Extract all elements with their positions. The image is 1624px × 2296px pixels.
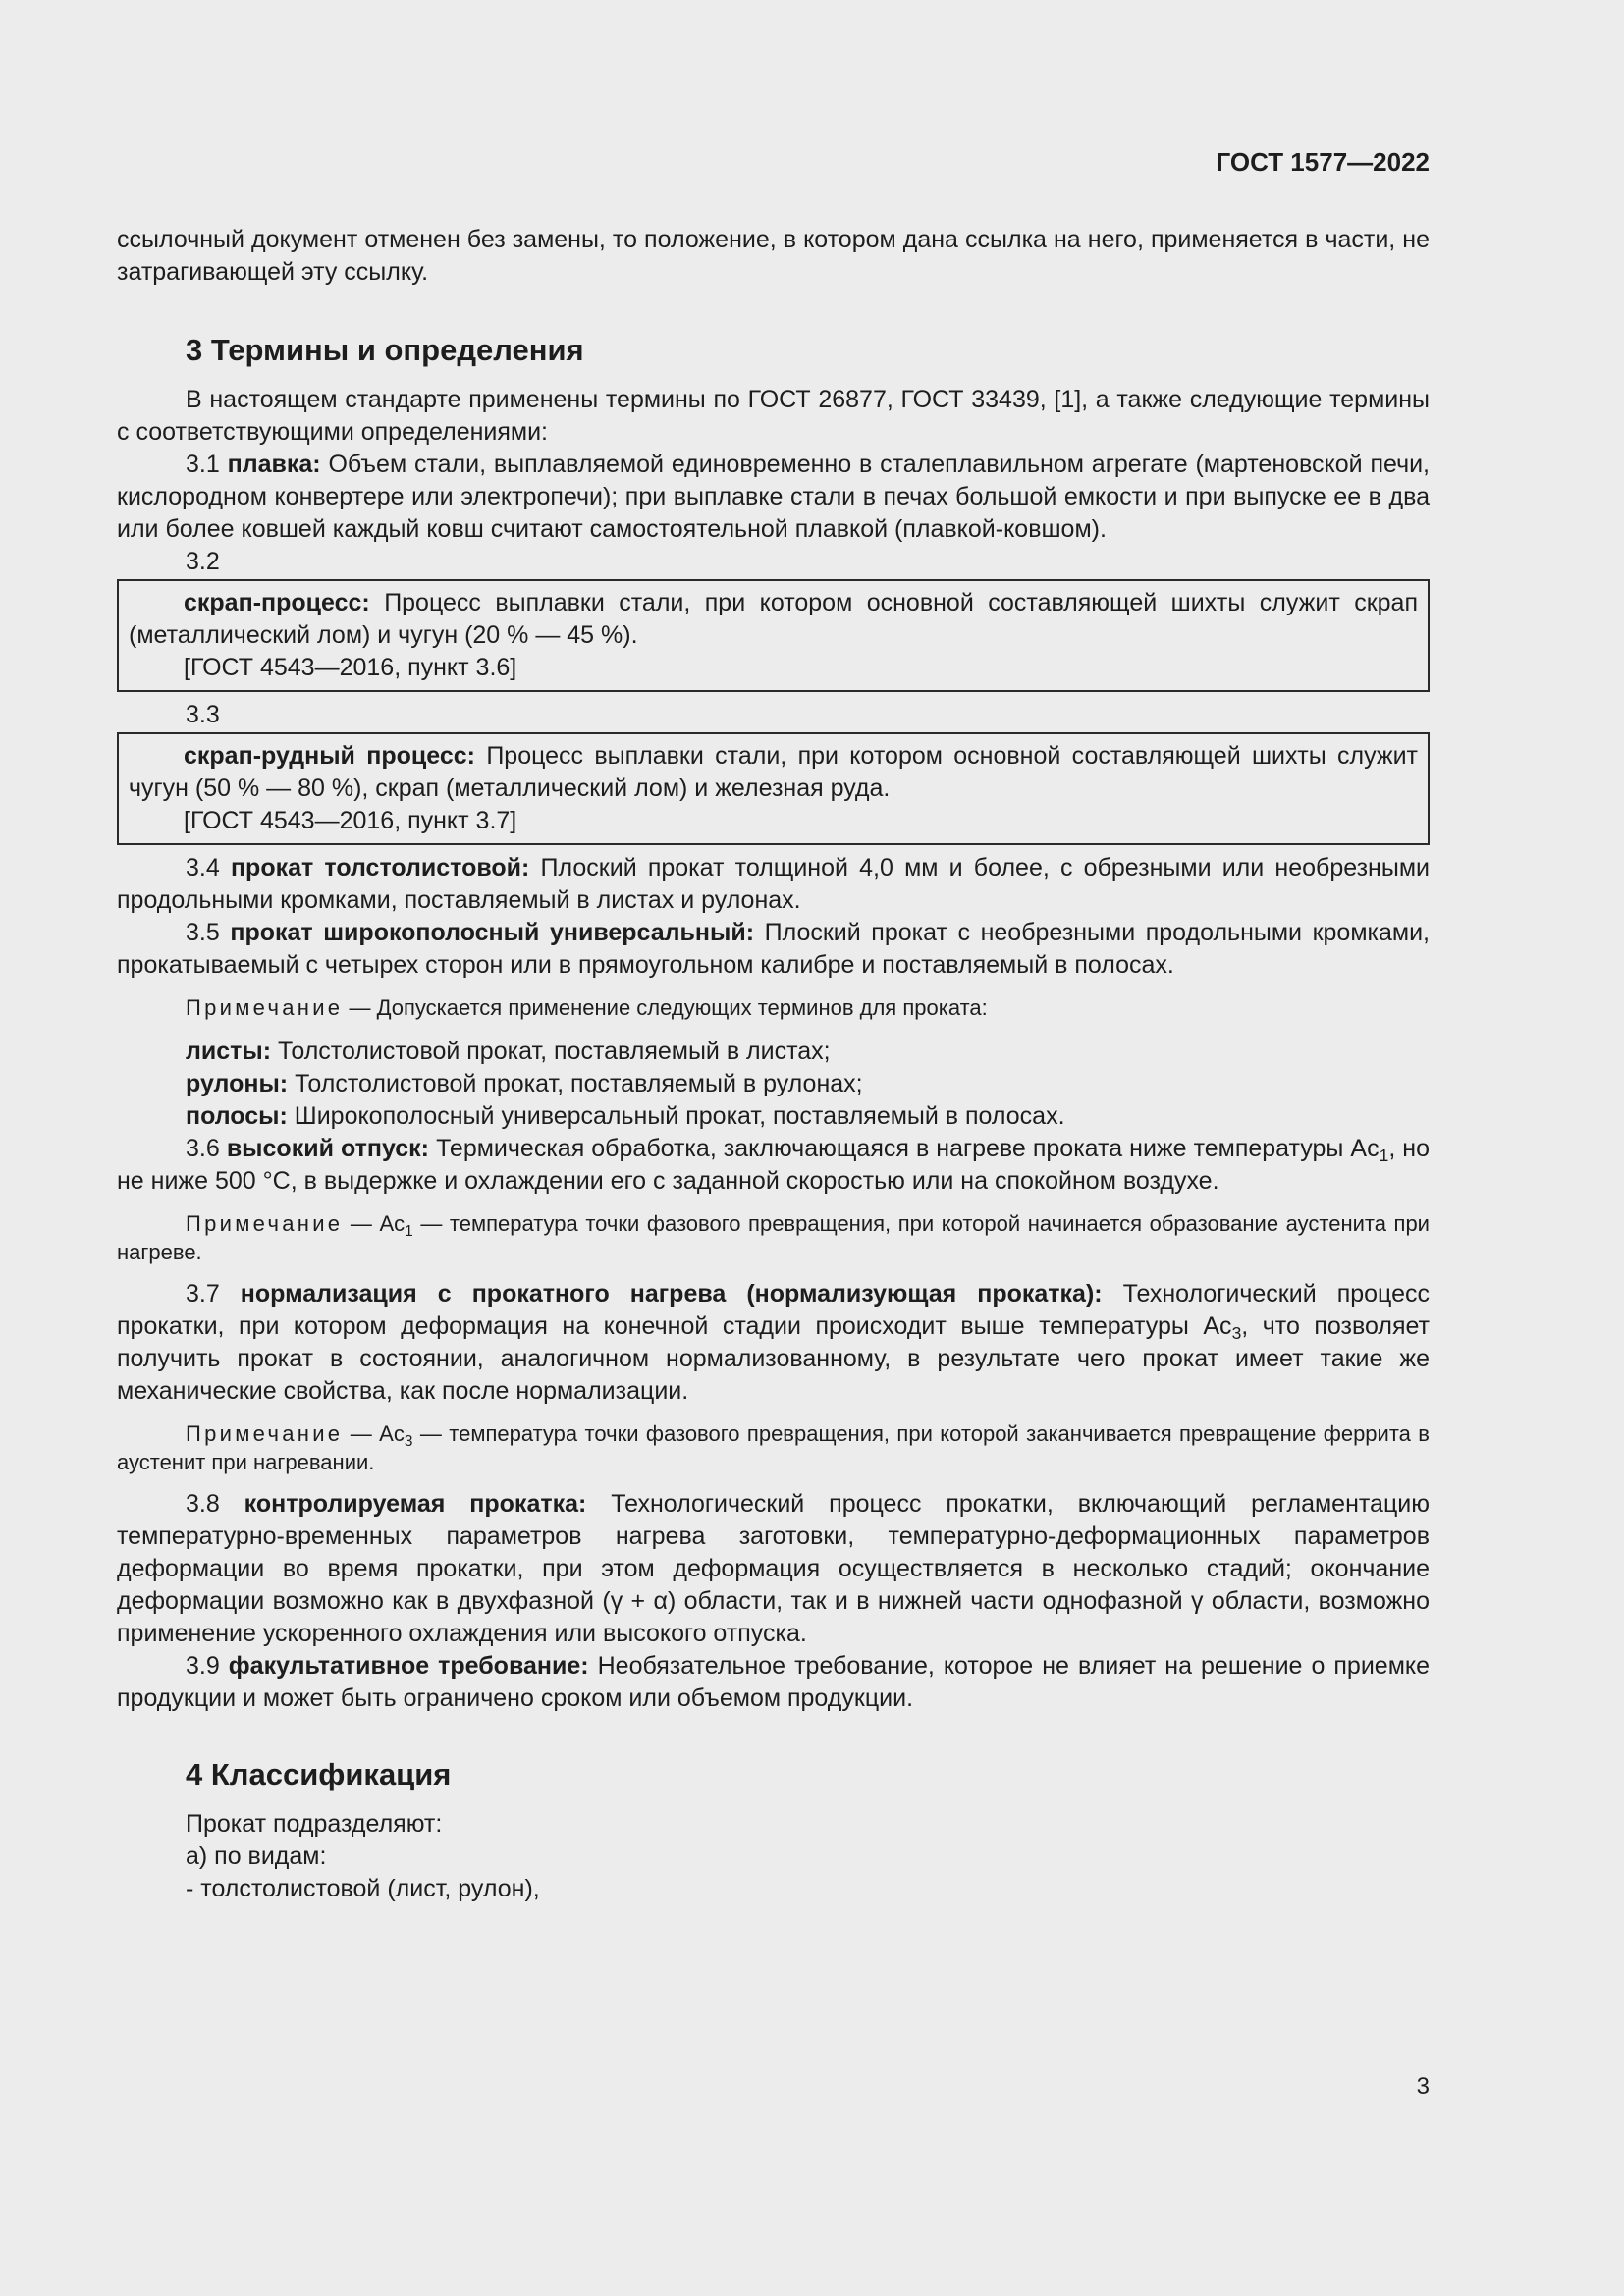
standard-header: ГОСТ 1577—2022 <box>1216 147 1430 177</box>
note-label: Примечание <box>186 1211 344 1236</box>
note-label: Примечание <box>186 995 344 1020</box>
classification-line: а) по видам: <box>186 1842 327 1870</box>
list-item-definition: Толстолистовой прокат, поставляемый в листах; <box>278 1038 831 1065</box>
subscript: 1 <box>405 1223 413 1240</box>
term-3-2-box <box>117 579 1430 692</box>
list-item-definition: Толстолистовой прокат, поставляемый в рулонах; <box>295 1070 863 1097</box>
term-definition: Необязательное требование, которое не влияет на решение о приемке продукции и может быть ограничено сроком или объемом продукции. <box>117 1652 1431 1712</box>
list-item-term: листы: <box>186 1038 272 1065</box>
term-3-3-box <box>117 732 1430 845</box>
term-3-6 <box>117 1133 1430 1198</box>
term-3-2 <box>129 587 1418 652</box>
term-name: контролируемая прокатка: <box>244 1490 587 1518</box>
list-item-definition: Широкополосный универсальный прокат, поставляемый в полосах. <box>294 1102 1065 1130</box>
intro-continuation: ссылочный документ отменен без замены, то положение, в котором дана ссылка на него, применяется в части, не затрагивающей эту ссылку. <box>117 226 1430 286</box>
term-3-4 <box>117 852 1430 917</box>
term-definition: Плоский прокат с необрезными продольными кромками, прокатываемый с четырех сторон или в прямоугольном калибре и поставляемый в полосах. <box>117 919 1430 979</box>
note-label: Примечание <box>186 1421 344 1446</box>
term-3-7 <box>117 1278 1430 1408</box>
term-definition: Объем стали, выплавляемой единовременно в сталеплавильном агрегате (мартеновской печи, кислородном конвертере или электропечи); при выплавке стали в печах большой емкости и при выпуске ее в два или более ковшей каждый ковш считают самостоятельной плавкой (плавкой-ковшом). <box>117 451 1431 543</box>
term-definition: Процесс выплавки стали, при котором основной составляющей шихты служит чугун (50 % — 80 %), скрап (металлический лом) и железная руда. <box>129 742 1419 802</box>
term-name: прокат толстолистовой: <box>230 854 530 881</box>
term-name: плавка: <box>227 451 321 478</box>
term-3-3-number: 3.3 <box>186 701 220 728</box>
term-number: 3.6 <box>186 1135 220 1162</box>
term-name: высокий отпуск: <box>226 1135 430 1162</box>
term-number: 3.4 <box>186 854 220 881</box>
list-item-term: рулоны: <box>186 1070 289 1097</box>
list-item-term: полосы: <box>186 1102 288 1130</box>
term-definition-part: , но не ниже 500 °C, в выдержке и охлаждении его с заданной скоростью или на спокойном воздухе. <box>117 1135 1431 1195</box>
term-number: 3.5 <box>186 919 220 946</box>
term-3-2-number: 3.2 <box>186 548 220 575</box>
term-definition-part: Термическая обработка, заключающаяся в нагреве проката ниже температуры Ac <box>436 1135 1380 1162</box>
section-3-heading: 3 Термины и определения <box>186 333 584 367</box>
page-number: 3 <box>1416 2073 1430 2100</box>
page-content <box>117 0 1430 1905</box>
note-3-5 <box>117 993 1430 1022</box>
term-3-3 <box>129 740 1418 805</box>
note-text-part: — Ac <box>350 1211 406 1236</box>
term-definition: Процесс выплавки стали, при котором основной составляющей шихты служит скрап (металлический лом) и чугун (20 % — 45 %). <box>129 589 1419 649</box>
term-definition: Технологический процесс прокатки, включающий регламентацию температурно-временных параметров нагрева заготовки, температурно-деформационных параметров деформации во время прокатки, при этом деформация осуществляется в несколько стадий; окончание деформации возможно как в двухфазной (γ + α) области, так и в нижней части однофазной γ области, возможно применение ускоренного охлаждения или высокого отпуска. <box>117 1490 1430 1647</box>
list-item <box>186 1068 1430 1100</box>
classification-line: Прокат подразделяют: <box>186 1810 443 1838</box>
term-name: прокат широкополосный универсальный: <box>230 919 755 946</box>
term-number: 3.7 <box>186 1280 220 1308</box>
classification-line: - толстолистовой (лист, рулон), <box>186 1875 540 1902</box>
term-name: скрап-процесс: <box>184 589 370 616</box>
note-text-part: — температура точки фазового превращения, при которой заканчивается превращение феррита в аустенит при нагревании. <box>117 1421 1430 1474</box>
list-item <box>186 1036 1430 1068</box>
term-3-8 <box>117 1488 1430 1650</box>
term-3-9 <box>117 1650 1430 1715</box>
note-3-7 <box>117 1419 1430 1476</box>
term-number: 3.8 <box>186 1490 220 1518</box>
note-3-6 <box>117 1209 1430 1266</box>
term-3-1 <box>117 449 1430 546</box>
term-3-2-reference: [ГОСТ 4543—2016, пункт 3.6] <box>184 654 517 681</box>
subscript: 3 <box>404 1433 413 1450</box>
list-item <box>186 1100 1430 1133</box>
term-number: 3.9 <box>186 1652 220 1680</box>
section-4-heading: 4 Классификация <box>186 1757 452 1791</box>
term-number: 3.1 <box>186 451 220 478</box>
term-definition: Плоский прокат толщиной 4,0 мм и более, с обрезными или необрезными продольными кромками, поставляемый в листах и рулонах. <box>117 854 1430 914</box>
term-3-5 <box>117 917 1430 982</box>
subscript: 3 <box>1231 1323 1242 1343</box>
section-3-intro: В настоящем стандарте применены термины по ГОСТ 26877, ГОСТ 33439, [1], а также следующие термины с соответствующими определениями: <box>117 386 1430 446</box>
note-text-part: — температура точки фазового превращения, при которой начинается образование аустенита при нагреве. <box>117 1211 1430 1264</box>
term-definition-part: , что позволяет получить прокат в состоянии, аналогичном нормализованному, в результате чего прокат имеет такие же механические свойства, как после нормализации. <box>117 1312 1431 1405</box>
term-name: факультативное требование: <box>228 1652 589 1680</box>
term-name: скрап-рудный процесс: <box>184 742 475 770</box>
note-text: — Допускается применение следующих терминов для проката: <box>349 995 988 1020</box>
term-3-3-reference: [ГОСТ 4543—2016, пункт 3.7] <box>184 807 517 834</box>
term-definition-part: Технологический процесс прокатки, при котором деформация на конечной стадии происходит выше температуры Ac <box>117 1280 1430 1340</box>
subscript: 1 <box>1379 1146 1389 1165</box>
note-text-part: — Ac <box>350 1421 405 1446</box>
term-name: нормализация с прокатного нагрева (нормализующая прокатка): <box>240 1280 1103 1308</box>
